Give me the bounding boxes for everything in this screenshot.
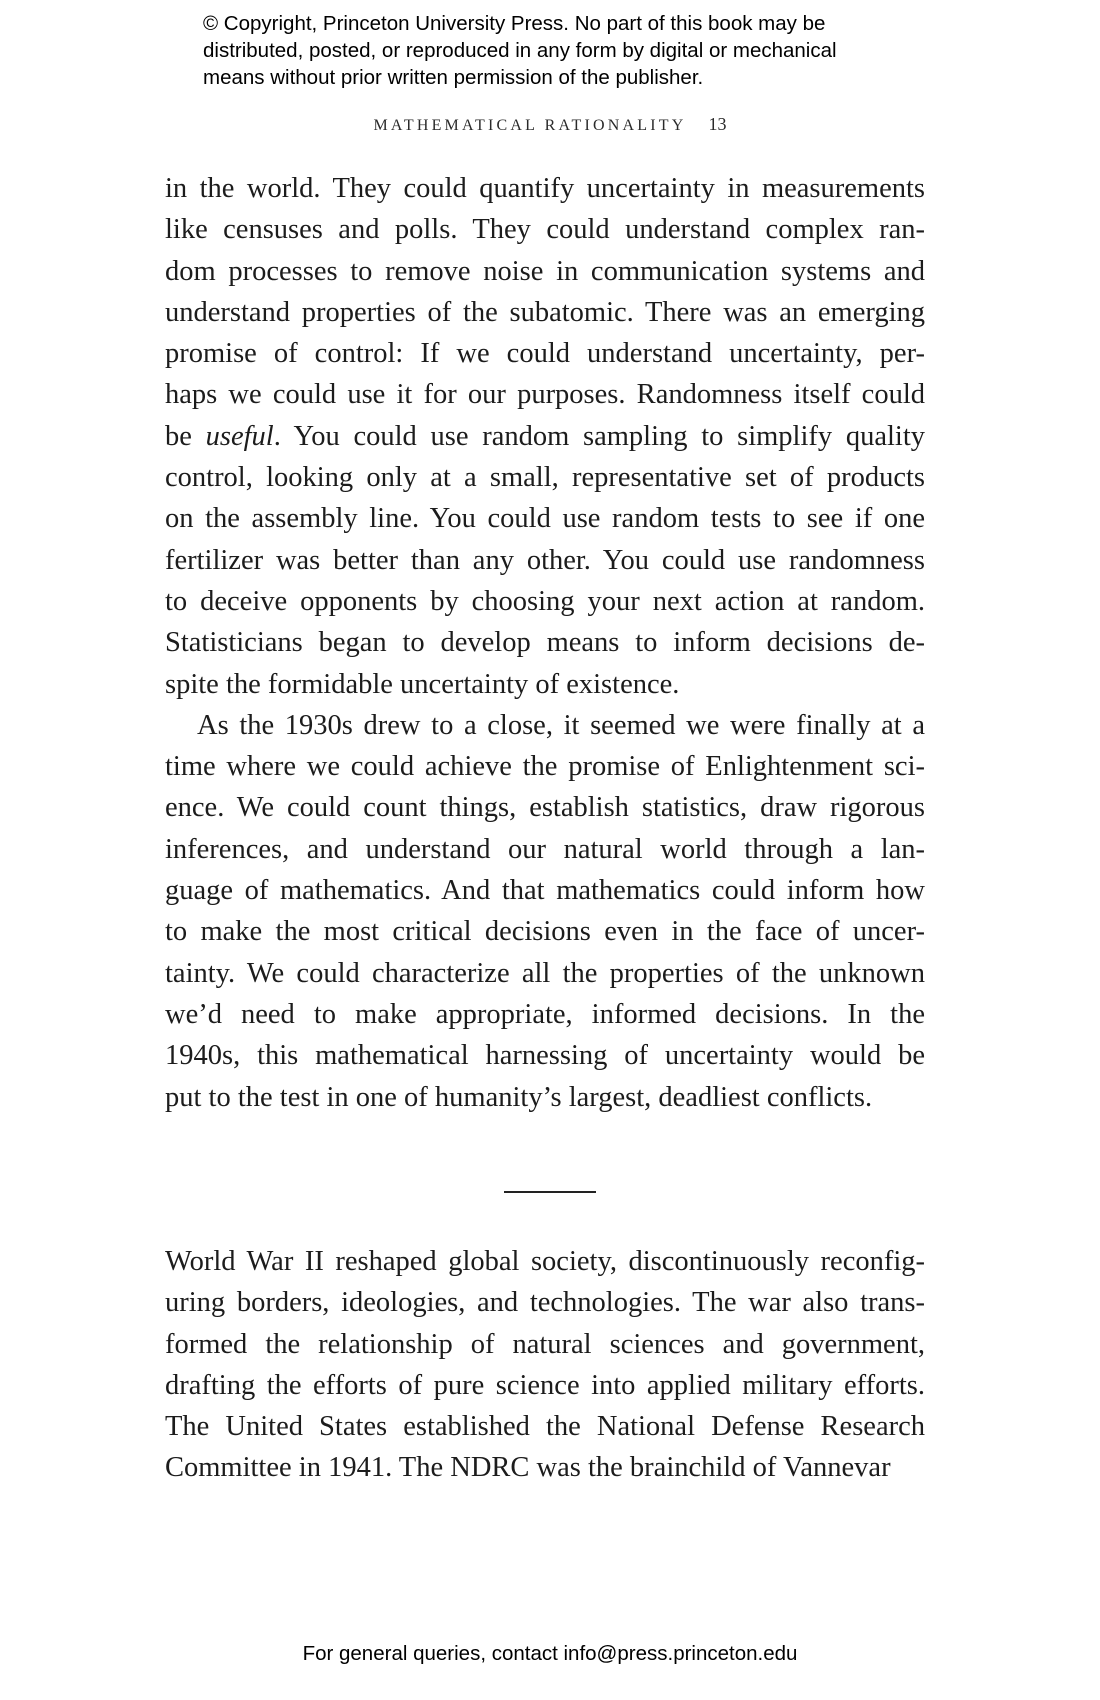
footer-contact: For general queries, contact info@press.princeton.edu <box>302 1642 798 1665</box>
copyright-line: © Copyright, Princeton University Press. No part of this book may be <box>203 12 826 35</box>
text-line: time where we could achieve the promise of Enlightenment sci- <box>165 751 925 783</box>
copyright-notice <box>203 10 923 91</box>
text-line: drafting the efforts of pure science into applied military efforts. <box>165 1369 925 1401</box>
text-line: formed the relationship of natural sciences and government, <box>165 1328 925 1360</box>
section-divider <box>504 1191 596 1193</box>
text-line: ence. We could count things, establish statistics, draw rigorous <box>165 792 925 824</box>
running-head <box>0 114 1100 135</box>
text-line: promise of control: If we could understand uncertainty, per- <box>165 338 925 370</box>
copyright-line: distributed, posted, or reproduced in any form by digital or mechanical <box>203 39 837 62</box>
text-line: The United States established the National Defense Research <box>165 1411 925 1443</box>
text-line: spite the formidable uncertainty of existence. <box>165 668 680 700</box>
text-line: fertilizer was better than any other. You could use randomness <box>165 544 925 576</box>
text-line: haps we could use it for our purposes. Randomness itself could <box>165 379 925 411</box>
text-line: control, looking only at a small, representative set of products <box>165 462 925 494</box>
text-line: tainty. We could characterize all the properties of the unknown <box>165 957 925 989</box>
paragraph <box>165 705 925 1118</box>
text-line: inferences, and understand our natural world through a lan- <box>165 833 925 865</box>
text-line: like censuses and polls. They could understand complex ran- <box>165 214 925 246</box>
text-line: 1940s, this mathematical harnessing of uncertainty would be <box>165 1040 925 1072</box>
text-line: uring borders, ideologies, and technologies. The war also trans- <box>165 1287 925 1319</box>
text-line: we’d need to make appropriate, informed decisions. In the <box>165 998 925 1030</box>
text-line: be useful. You could use random sampling to simplify quality <box>165 420 925 452</box>
text-line: in the world. They could quantify uncertainty in measurements <box>165 173 925 204</box>
text-line: As the 1930s drew to a close, it seemed we were finally at a <box>197 709 925 741</box>
text-line: Committee in 1941. The NDRC was the brainchild of Vannevar <box>165 1452 891 1484</box>
text-line: Statisticians began to develop means to inform decisions de- <box>165 627 925 659</box>
text-line: put to the test in one of humanity’s largest, deadliest conflicts. <box>165 1081 873 1113</box>
paragraph <box>165 1241 925 1489</box>
body-section-2 <box>165 1241 925 1489</box>
text-line: on the assembly line. You could use random tests to see if one <box>165 503 925 535</box>
copyright-line: means without prior written permission of the publisher. <box>203 66 704 89</box>
text-line: dom processes to remove noise in communication systems and <box>165 255 925 287</box>
text-line: to deceive opponents by choosing your next action at random. <box>165 585 925 617</box>
text-line: guage of mathematics. And that mathematics could inform how <box>165 875 925 907</box>
running-head-title: MATHEMATICAL RATIONALITY <box>373 117 687 134</box>
paragraph <box>165 168 925 705</box>
text-line: to make the most critical decisions even in the face of uncer- <box>165 916 925 948</box>
text-line: World War II reshaped global society, discontinuously reconfig- <box>165 1246 925 1277</box>
text-line: understand properties of the subatomic. There was an emerging <box>165 296 925 328</box>
emphasis: useful <box>205 420 274 452</box>
page-number: 13 <box>708 114 727 134</box>
body-section-1 <box>165 168 925 1118</box>
